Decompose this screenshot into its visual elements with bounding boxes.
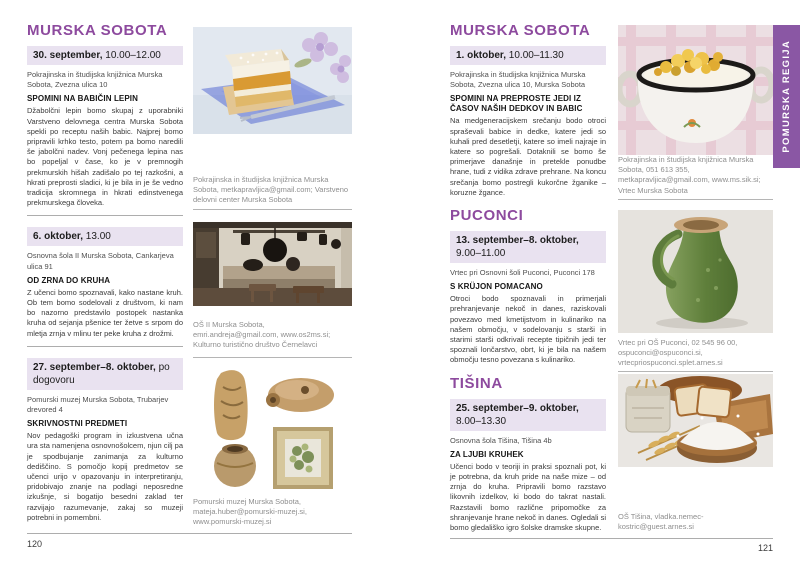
- event-time: 9.00–11.00: [456, 248, 506, 260]
- event-title: OD ZRNA DO KRUHA: [27, 275, 111, 285]
- event-title: ZA LJUBI KRUHEK: [450, 449, 524, 459]
- event-date: 30. september,: [33, 50, 103, 61]
- event-title: S KRÜJON POMACANO: [450, 282, 543, 292]
- old-kitchen-photo: [193, 222, 352, 306]
- event-body: Z učenci bomo spoznavali, kako nastane kruh. Ob tem bomo sodelovali z društvom, ki nam bo nazorno predstavilo postopek nastanka kruha od sejanja pšenice ter žetve s srpom do mletja zrnja v mlinu ter peke kruha z drožmi.: [27, 287, 183, 338]
- figure-caption: OŠ Tišina, vladka.nemec-kostric@guest.arnes.si: [618, 512, 704, 532]
- event-date-band: [27, 46, 183, 65]
- event-body: Na medgeneracijskem srečanju bodo otroci spraševali babice in dedke, katere jedi so kuhali pred desetletji, katere so imeli najraje in katere so pogrešali. Dotaknili se bomo še primerjave današnje in pretekle ponudbe hrane, tudi z vidika zdrave prehrane. Na koncu srečanja bomo postregli kukorčne žganike – koruzne žgance.: [450, 116, 606, 197]
- event-date: 1. oktober,: [456, 50, 507, 61]
- figure-corn-mush-pot: [618, 25, 773, 155]
- event-date: 13. september–8. oktober,: [456, 235, 579, 247]
- city-header-murska-sobota: MURSKA SOBOTA: [27, 22, 168, 39]
- event-location: Pokrajinska in študijska knjižnica Murska Sobota, Zvezna ulica 10, Murska Sobota: [450, 70, 586, 90]
- event-time: po dogovoru: [33, 361, 170, 386]
- event-date: 27. september–8. oktober,: [33, 361, 156, 373]
- event-date-band: [450, 399, 606, 431]
- event-body: Učenci bodo v teoriji in praksi spoznali pot, ki je potrebna, da kruh pride na naše mize – od zrnja do kruha. Pripravili bomo razstavo likovnih izdelkov, ki bodo do takrat nastali. Razstavili bomo različne pripomočke za shranjevanje hrane nekoč in danes. Ogledali si bomo gledališko igro šolske dramske skupne.: [450, 461, 606, 533]
- page-120-figure-column: [193, 0, 352, 564]
- page-number-right: 121: [757, 543, 773, 553]
- event-date-band: [450, 46, 606, 65]
- figure-green-jug: [618, 210, 773, 333]
- divider: [27, 215, 183, 216]
- divider: [27, 346, 183, 347]
- figure-caption: Pomurski muzej Murska Sobota, mateja.huber@pomurski-muzej.si, www.pomurski-muzej.si: [193, 497, 307, 527]
- event-date-band: [450, 231, 606, 263]
- cake-photo: [193, 27, 352, 134]
- divider: [618, 371, 773, 372]
- event-location: Osnovna šola II Murska Sobota, Cankarjeva ulica 91: [27, 251, 174, 271]
- figure-artifacts: [193, 363, 352, 493]
- event-location: Pomurski muzej Murska Sobota, Trubarjev drevored 4: [27, 394, 169, 415]
- figure-caption: OŠ II Murska Sobota, emri.andreja@gmail.com, www.os2ms.si; Kulturno turistično društvo Černelavci: [193, 320, 331, 350]
- region-tab-pomurska: [773, 25, 800, 168]
- event-za-ljubi-kruhek: [450, 399, 606, 534]
- event-title: SPOMINI NA BABIČIN LEPIN: [27, 94, 138, 104]
- event-date: 25. september–9. oktober,: [456, 402, 579, 414]
- event-date: 6. oktober,: [33, 231, 84, 243]
- green-jug-photo: [618, 210, 773, 333]
- event-title: SKRIVNOSTNI PREDMETI: [27, 419, 128, 429]
- page-121-text-column: [450, 22, 606, 533]
- divider: [193, 357, 352, 358]
- city-header-tisina: TIŠINA: [450, 374, 503, 392]
- figure-caption: Pokrajinska in študijska knjižnica Murska Sobota, 051 613 355, metkapravljica@gmail.com, www.ms.sik.si; Vrtec Murska Sobota: [618, 155, 761, 195]
- event-spomini-na-preproste-jedi: [450, 46, 606, 198]
- page-number-left: 120: [27, 539, 43, 549]
- event-body: Džabolčni lepin bomo skupaj z uporabniki Varstveno delovnega centra Murska Sobota spekli po receptu naših babic. Najprej bomo pripravili krhko testo, potem pa bomo naredili še jabolčni nadev. Vonj pečenega lepina nas bo popeljal v čase, ko je v premnogih prekmurskih hišah zadišalo po tej razkošni, a hkrati preprosti sladici, ki je bila in je še vedno tradicija skromnega in hkrati edinstvenega prekmurskega človeka.: [27, 106, 183, 208]
- event-title: SPOMINI NA PREPROSTE JEDI IZ ČASOV NAŠIH DEDKOV IN BABIC: [450, 94, 583, 114]
- figure-bread-and-flour: [618, 374, 773, 467]
- event-time: 10.00–11.30: [506, 50, 564, 61]
- event-spomini-na-babicin-lepin: [27, 46, 183, 208]
- page-bottom-divider: [450, 538, 773, 539]
- city-header-murska-sobota: MURSKA SOBOTA: [450, 22, 591, 39]
- event-body: Nov pedagoški program in izkustvena učna ura sta namenjena osnovnošolcem, njun cilj pa je spodbujanje zanimanja za kulturno dediščino. S pomočjo kopij predmetov se učenci urijo v opazovanju in interpretiranju, pridobivajo znanje na podlagi neposredne izkušnje, si bogatijo besedni zaklad ter razvijajo razumevanje, zakaj so muzeji potrebni in pomembni.: [27, 431, 183, 522]
- event-location: Vrtec pri Osnovni šoli Puconci, Puconci 178: [450, 268, 595, 278]
- figure-cake: [193, 27, 352, 134]
- event-skrivnostni-predmeti: [27, 358, 183, 523]
- event-body: Otroci bodo spoznavali in primerjali prehranjevanje nekoč in danes, raziskovali povezavo med kmetijstvom in kulinariko na našem območju, v sodelovanju s starši in starimi starši odkrivali recepte tipičnih jedi ter spoznali lončarstvo, obrt, ki je bila na našem območju tesno povezana s kulinariko.: [450, 294, 606, 365]
- event-date-band: [27, 227, 183, 246]
- event-s-krujon-pomacano: [450, 231, 606, 366]
- figure-caption: Pokrajinska in študijska knjižnica Murska Sobota, metkapravljica@gmail.com; Varstveno delovni center Murska Sobota: [193, 175, 349, 205]
- event-location: Osnovna šola Tišina, Tišina 4b: [450, 435, 552, 445]
- event-location: Pokrajinska in študijska knjižnica Murska Sobota, Zvezna ulica 10: [27, 70, 163, 90]
- region-tab-label: POMURSKA REGIJA: [781, 40, 792, 153]
- divider: [193, 209, 352, 210]
- page-121-figure-column: [618, 0, 773, 564]
- figure-old-kitchen: [193, 222, 352, 306]
- event-time: 8.00–13.30: [456, 415, 507, 427]
- event-od-zrna-do-kruha: [27, 227, 183, 338]
- museum-artifacts-photo: [193, 363, 352, 493]
- figure-caption: Vrtec pri OŠ Puconci, 02 545 96 00, ospuconci@ospuconci.si, vrtecpriospuconci.splet.arnes.si: [618, 338, 738, 368]
- bread-and-flour-photo: [618, 374, 773, 467]
- corn-mush-pot-photo: [618, 25, 773, 155]
- divider: [618, 199, 773, 200]
- event-date-band: [27, 358, 183, 390]
- page-120-text-column: [27, 22, 183, 523]
- city-header-puconci: PUCONCI: [450, 207, 524, 225]
- page-bottom-divider: [27, 533, 352, 534]
- event-time: 10.00–12.00: [102, 50, 161, 61]
- event-time: 13.00: [83, 231, 111, 243]
